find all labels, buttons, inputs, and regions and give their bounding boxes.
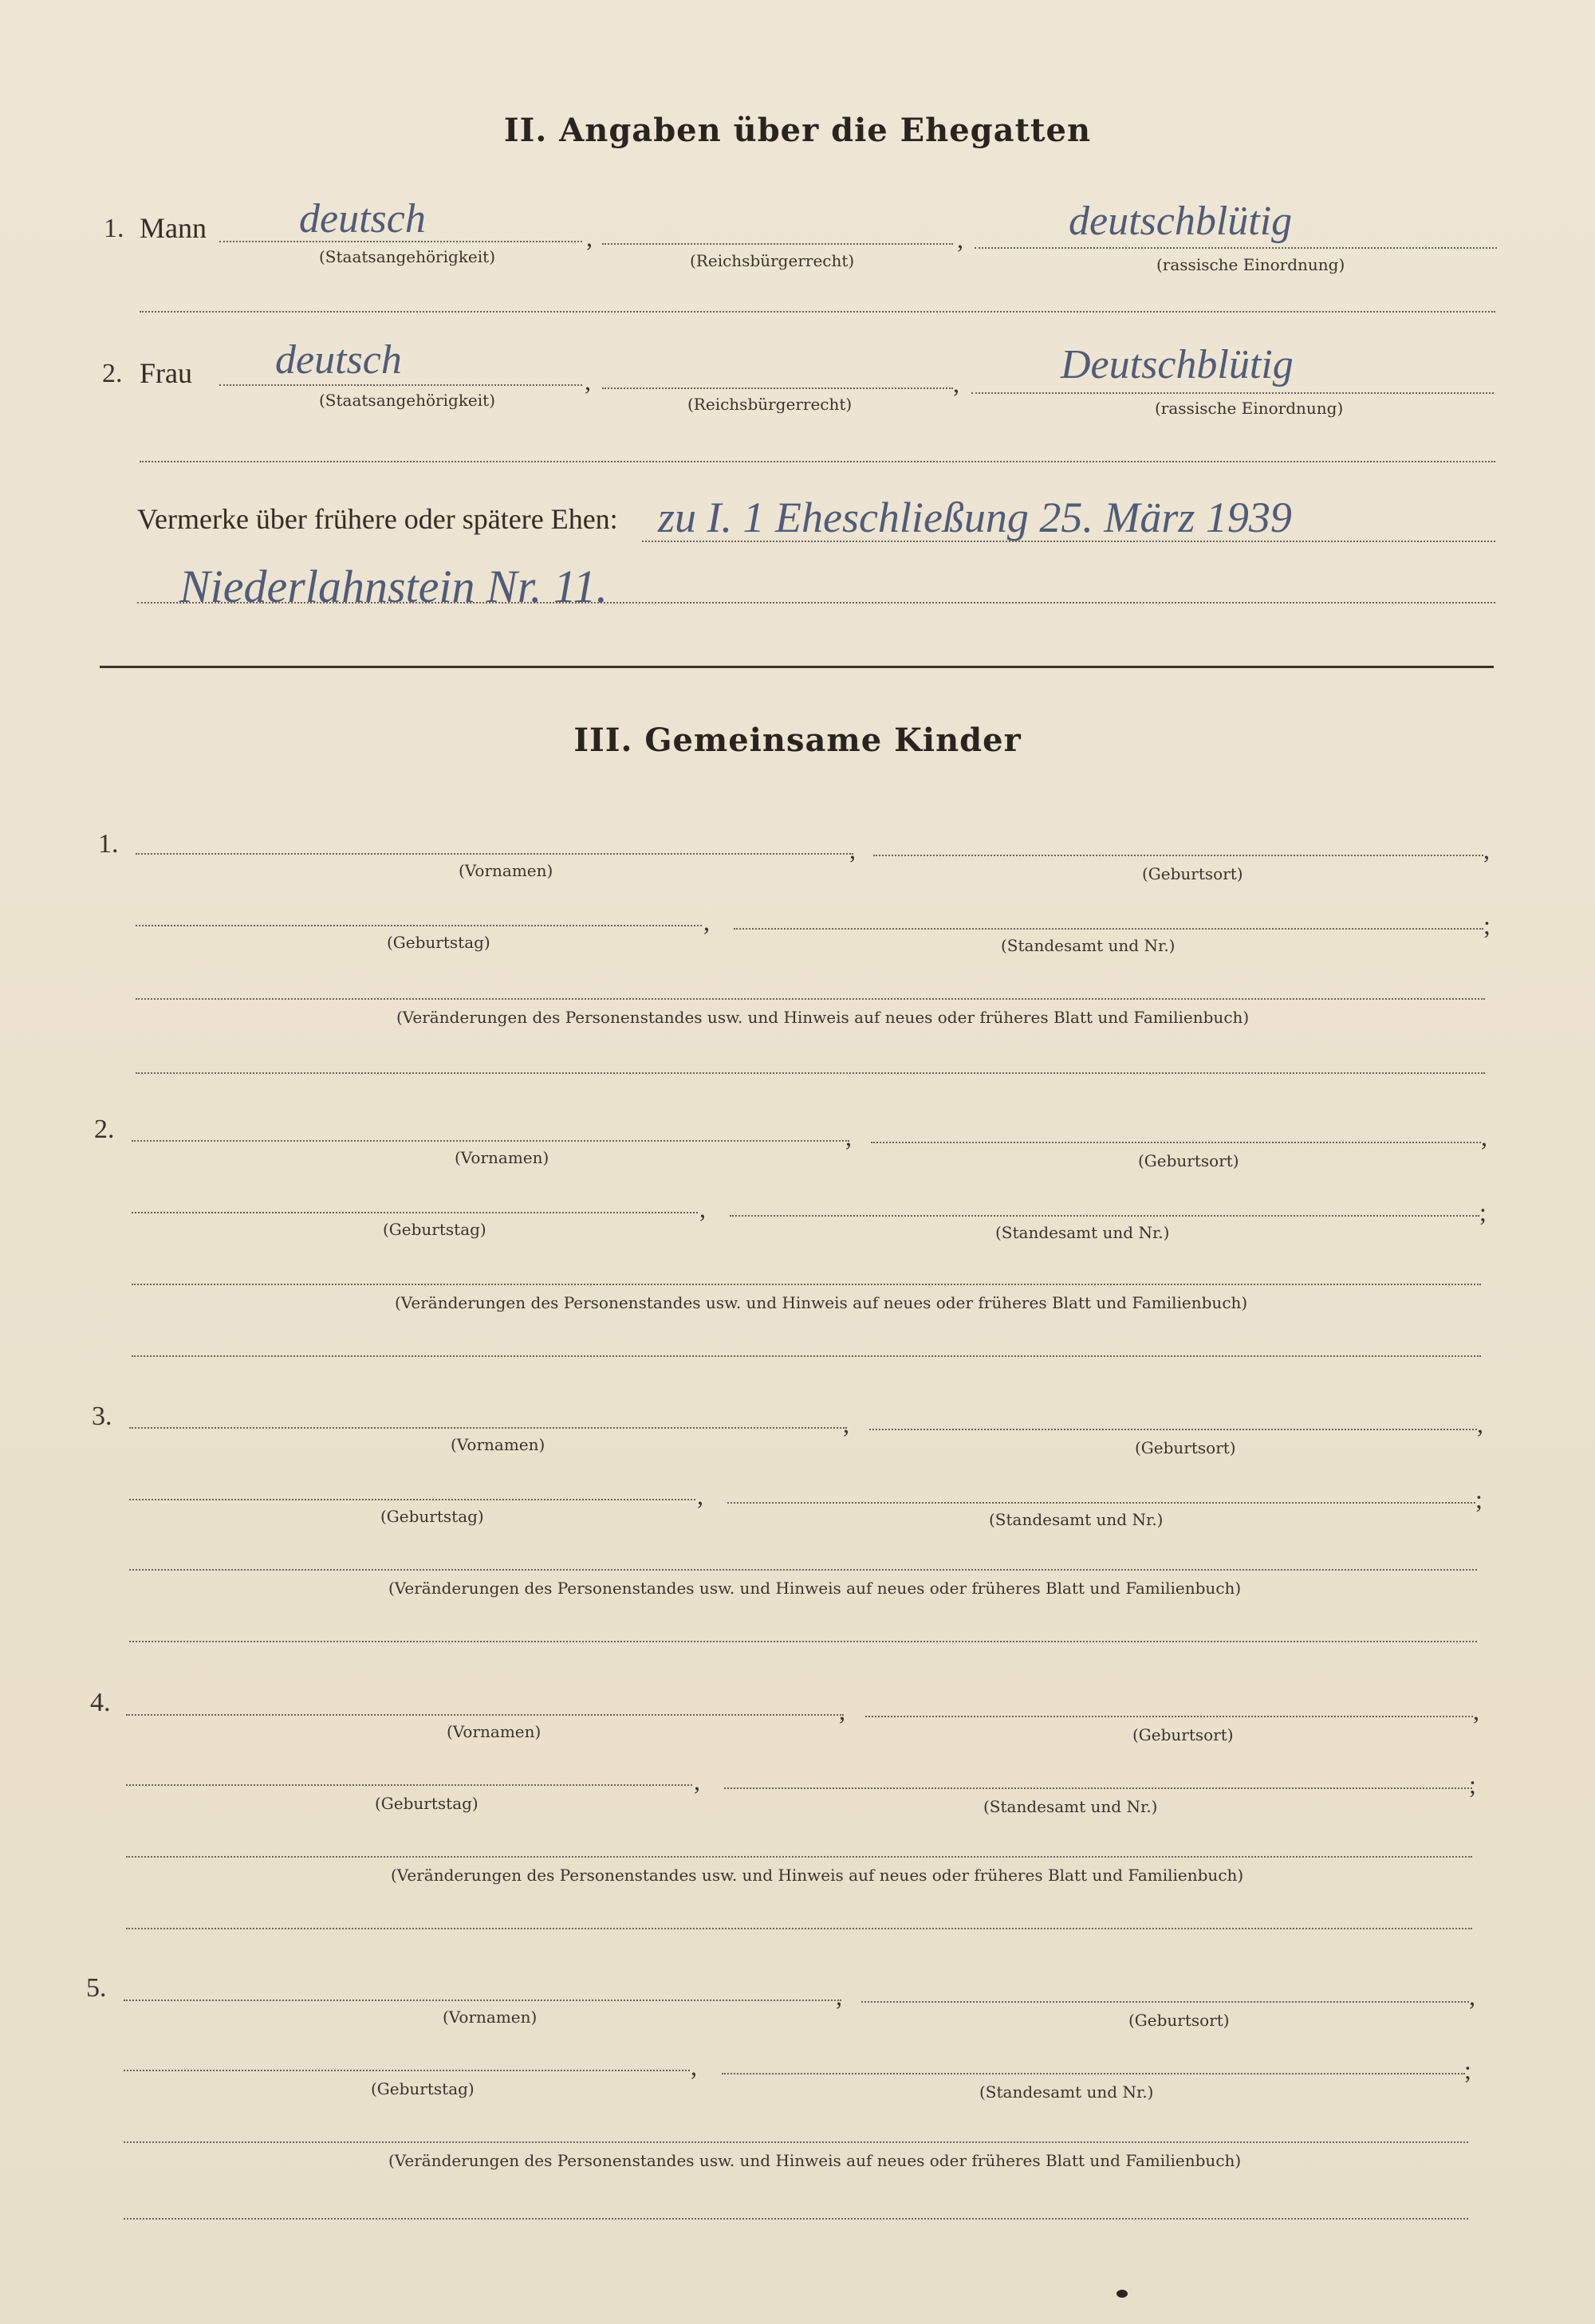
child-2-vornamen-line xyxy=(132,1140,849,1142)
vermerke-label: Vermerke über frühere oder spätere Ehen: xyxy=(137,503,618,535)
child-3-geburtsort-line xyxy=(869,1429,1477,1430)
child-4-caption-geburtsort: (Geburtsort) xyxy=(1132,1725,1234,1744)
child-4-comma-3: , xyxy=(694,1767,700,1795)
child-4-comma-2: , xyxy=(1473,1697,1479,1725)
frau-second-line xyxy=(140,461,1495,462)
caption-rassische-einordnung-frau: (rassische Einordnung) xyxy=(1155,399,1344,418)
child-2-caption-veraenderungen: (Veränderungen des Personenstandes usw. und Hinweis auf neues oder früheres Blatt und Familienbuch) xyxy=(395,1293,1248,1312)
section-3-title: III. Gemeinsame Kinder xyxy=(573,722,1022,759)
child-4-standesamt-line xyxy=(724,1787,1472,1789)
child-3-comma-2: , xyxy=(1477,1410,1483,1438)
child-3-comma-3: , xyxy=(697,1481,703,1510)
mann-einordnung: deutschblütig xyxy=(1069,199,1293,244)
child-2-geburtsort-line xyxy=(871,1142,1481,1143)
child-1-caption-veraenderungen: (Veränderungen des Personenstandes usw. und Hinweis auf neues oder früheres Blatt und Familienbuch) xyxy=(396,1008,1250,1027)
frau-label: Frau xyxy=(140,357,192,389)
child-1-vornamen-line xyxy=(136,853,853,855)
child-4-veraenderungen-line xyxy=(126,1856,1472,1858)
caption-rassische-einordnung-mann: (rassische Einordnung) xyxy=(1156,255,1345,274)
child-3-geburtstag-line xyxy=(129,1499,695,1500)
child-5-caption-standesamt: (Standesamt und Nr.) xyxy=(979,2082,1154,2102)
child-5-standesamt-line xyxy=(722,2073,1465,2074)
child-5-extra-line xyxy=(124,2218,1468,2220)
caption-reichsbuergerrecht-frau: (Reichsbürgerrecht) xyxy=(687,395,853,414)
child-4-caption-vornamen: (Vornamen) xyxy=(447,1722,542,1741)
child-3-caption-veraenderungen: (Veränderungen des Personenstandes usw. und Hinweis auf neues oder früheres Blatt und Familienbuch) xyxy=(388,1579,1242,1598)
child-5-number: 5. xyxy=(86,1973,107,2003)
child-5-comma-1: , xyxy=(836,1982,842,2011)
child-4-semicolon: ; xyxy=(1469,1770,1476,1799)
child-2-caption-geburtsort: (Geburtsort) xyxy=(1138,1151,1239,1170)
child-5-comma-3: , xyxy=(691,2052,697,2081)
mann-number: 1. xyxy=(104,214,124,243)
child-2-standesamt-line xyxy=(730,1215,1479,1217)
child-3-veraenderungen-line xyxy=(129,1569,1477,1571)
child-1-caption-geburtstag: (Geburtstag) xyxy=(387,933,490,952)
child-4-comma-1: , xyxy=(839,1697,845,1725)
child-4-caption-geburtstag: (Geburtstag) xyxy=(375,1794,478,1813)
mann-label: Mann xyxy=(140,212,207,244)
child-5-geburtsort-line xyxy=(861,2001,1469,2003)
child-2-caption-vornamen: (Vornamen) xyxy=(455,1148,549,1167)
child-2-comma-2: , xyxy=(1481,1123,1487,1151)
child-5-geburtstag-line xyxy=(124,2070,690,2071)
child-2-extra-line xyxy=(132,1355,1481,1357)
child-2-caption-standesamt: (Standesamt und Nr.) xyxy=(995,1223,1170,1242)
frau-reich-line xyxy=(602,387,953,389)
mann-second-line xyxy=(140,311,1495,313)
child-2-geburtstag-line xyxy=(132,1212,698,1213)
child-1-geburtstag-line xyxy=(136,925,702,926)
mann-rasse-line xyxy=(975,247,1497,249)
child-4-extra-line xyxy=(126,1928,1472,1929)
child-1-semicolon: ; xyxy=(1483,910,1491,939)
child-3-comma-1: , xyxy=(843,1410,849,1438)
frau-staat-line xyxy=(219,384,582,386)
mann-comma-1: , xyxy=(586,223,593,252)
child-5-vornamen-line xyxy=(124,2000,841,2001)
frau-comma-1: , xyxy=(585,367,591,395)
child-2-semicolon: ; xyxy=(1479,1197,1487,1226)
section-separator xyxy=(100,666,1494,668)
child-3-vornamen-line xyxy=(129,1427,847,1429)
mann-staatsangehoerigkeit: deutsch xyxy=(299,196,426,242)
child-4-caption-veraenderungen: (Veränderungen des Personenstandes usw. und Hinweis auf neues oder früheres Blatt und Familienbuch) xyxy=(391,1866,1244,1885)
child-5-semicolon: ; xyxy=(1464,2055,1471,2084)
mann-reich-line xyxy=(602,243,953,245)
child-4-vornamen-line xyxy=(126,1714,844,1716)
child-3-caption-geburtsort: (Geburtsort) xyxy=(1135,1438,1236,1457)
child-4-caption-standesamt: (Standesamt und Nr.) xyxy=(983,1797,1158,1816)
child-3-standesamt-line xyxy=(727,1502,1475,1504)
child-1-caption-geburtsort: (Geburtsort) xyxy=(1142,864,1243,883)
caption-reichsbuergerrecht-mann: (Reichsbürgerrecht) xyxy=(690,251,855,270)
child-1-caption-standesamt: (Standesamt und Nr.) xyxy=(1001,936,1176,955)
child-3-extra-line xyxy=(129,1641,1477,1642)
child-5-comma-2: , xyxy=(1469,1982,1475,2011)
child-2-veraenderungen-line xyxy=(132,1284,1481,1285)
child-1-number: 1. xyxy=(98,829,119,859)
child-2-number: 2. xyxy=(94,1115,115,1144)
frau-number: 2. xyxy=(102,359,123,388)
child-4-geburtstag-line xyxy=(126,1784,692,1786)
child-1-standesamt-line xyxy=(734,928,1483,930)
child-2-comma-3: , xyxy=(699,1194,706,1223)
child-5-caption-geburtstag: (Geburtstag) xyxy=(371,2079,475,2098)
child-1-comma-1: , xyxy=(849,836,856,864)
caption-staatsangehoerigkeit-mann: (Staatsangehörigkeit) xyxy=(319,247,496,266)
child-1-veraenderungen-line xyxy=(136,998,1485,1000)
frau-comma-2: , xyxy=(953,369,959,398)
frau-staatsangehoerigkeit: deutsch xyxy=(275,337,402,383)
child-1-caption-vornamen: (Vornamen) xyxy=(459,861,553,880)
child-1-geburtsort-line xyxy=(873,855,1483,856)
section-2-title: II. Angaben über die Ehegatten xyxy=(503,112,1092,149)
child-5-caption-veraenderungen: (Veränderungen des Personenstandes usw. und Hinweis auf neues oder früheres Blatt und Familienbuch) xyxy=(388,2151,1242,2170)
caption-staatsangehoerigkeit-frau: (Staatsangehörigkeit) xyxy=(319,391,496,410)
child-4-number: 4. xyxy=(90,1688,111,1717)
frau-rasse-line xyxy=(971,392,1494,394)
child-1-extra-line xyxy=(136,1072,1485,1074)
child-3-caption-standesamt: (Standesamt und Nr.) xyxy=(989,1510,1164,1529)
child-5-caption-geburtsort: (Geburtsort) xyxy=(1128,2011,1230,2030)
vermerke-entry-line1: zu I. 1 Eheschließung 25. März 1939 xyxy=(658,494,1292,541)
frau-einordnung: Deutschblütig xyxy=(1061,342,1294,387)
vermerke-line-2 xyxy=(137,602,1495,604)
child-2-caption-geburtstag: (Geburtstag) xyxy=(383,1220,486,1239)
child-1-comma-2: , xyxy=(1483,836,1490,864)
child-5-veraenderungen-line xyxy=(124,2141,1468,2143)
mann-comma-2: , xyxy=(957,225,963,254)
child-3-caption-vornamen: (Vornamen) xyxy=(451,1435,545,1454)
child-3-semicolon: ; xyxy=(1475,1484,1483,1513)
child-1-comma-3: , xyxy=(703,907,710,936)
vermerke-line-1 xyxy=(642,541,1495,542)
ink-spot xyxy=(1116,2290,1128,2298)
child-5-caption-vornamen: (Vornamen) xyxy=(443,2007,538,2027)
child-3-caption-geburtstag: (Geburtstag) xyxy=(380,1507,484,1526)
child-3-number: 3. xyxy=(92,1402,112,1431)
child-2-comma-1: , xyxy=(845,1123,852,1151)
vermerke-entry-line2: Niederlahnstein Nr. 11. xyxy=(179,560,608,612)
child-4-geburtsort-line xyxy=(865,1716,1473,1717)
